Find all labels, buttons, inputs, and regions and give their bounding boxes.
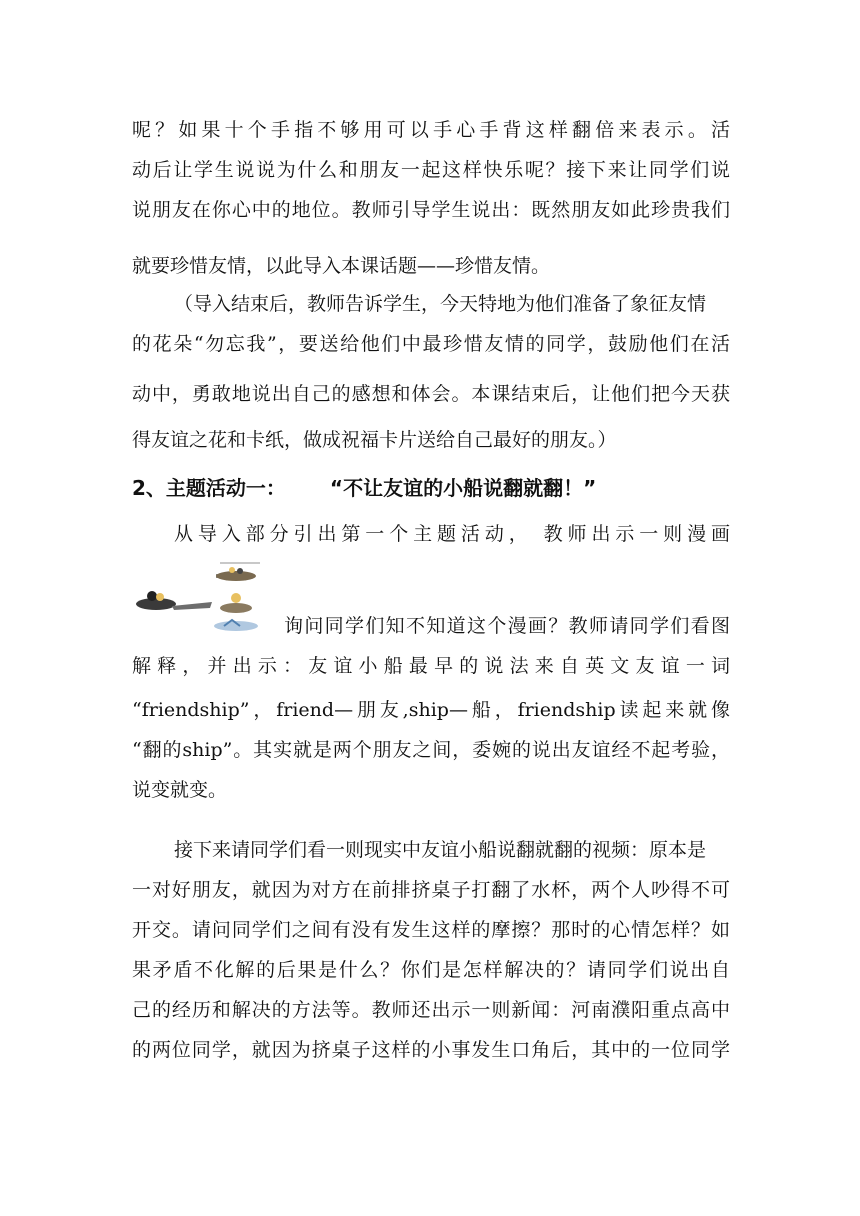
para1-line2: 动后让学生说说为什么和朋友一起这样快乐呢？接下来让同学们说 (132, 159, 730, 181)
para2-line4: 得友谊之花和卡纸，做成祝福卡片送给自己最好的朋友。） (132, 429, 617, 451)
heading-title: “不让友谊的小船说翻就翻！” (329, 476, 597, 500)
para3-line2: 询问同学们知不知道这个漫画？教师请同学们看图 (284, 615, 730, 637)
para2-line3: 动中，勇敢地说出自己的感想和体会。本课结束后，让他们把今天获 (132, 383, 730, 405)
para3-line5: “翻的ship”。其实就是两个朋友之间，委婉的说出友谊经不起考验， (132, 739, 730, 761)
para4-line6: 的两位同学，就因为挤桌子这样的小事发生口角后，其中的一位同学 (132, 1039, 730, 1061)
section-heading (132, 474, 730, 504)
para4-line2: 一对好朋友，就因为对方在前排挤桌子打翻了水杯，两个人吵得不可 (132, 879, 730, 901)
para3-line4: “friendship”，friend—朋友,ship—船，friendship读起来就像 (132, 699, 730, 721)
para4-line3: 开交。请问同学们之间有没有发生这样的摩擦？那时的心情怎样？如 (132, 919, 730, 941)
para4-line1: 接下来请同学们看一则现实中友谊小船说翻就翻的视频：原本是 (174, 839, 707, 861)
para1-line3: 说朋友在你心中的地位。教师引导学生说出：既然朋友如此珍贵我们 (132, 199, 730, 221)
para4-line5: 己的经历和解决的方法等。教师还出示一则新闻：河南濮阳重点高中 (132, 999, 730, 1021)
para3-line1: 从导入部分引出第一个主题活动， 教师出示一则漫画 (174, 523, 730, 545)
friendship-boat-comic-icon (132, 560, 272, 636)
para1-line4: 就要珍惜友情，以此导入本课话题——珍惜友情。 (132, 255, 551, 277)
para3-line6: 说变就变。 (132, 779, 228, 801)
para2-line1: （导入结束后，教师告诉学生，今天特地为他们准备了象征友情 (174, 293, 707, 315)
para2-line2: 的花朵“勿忘我”，要送给他们中最珍惜友情的同学，鼓励他们在活 (132, 333, 730, 355)
para1-line1: 呢？如果十个手指不够用可以手心手背这样翻倍来表示。活 (132, 119, 730, 141)
comic-image (132, 560, 272, 636)
para4-line4: 果矛盾不化解的后果是什么？你们是怎样解决的？请同学们说出自 (132, 959, 730, 981)
para3-line3: 解释，并出示：友谊小船最早的说法来自英文友谊一词 (132, 655, 730, 677)
heading-number: 2、主题活动一： (132, 476, 286, 500)
